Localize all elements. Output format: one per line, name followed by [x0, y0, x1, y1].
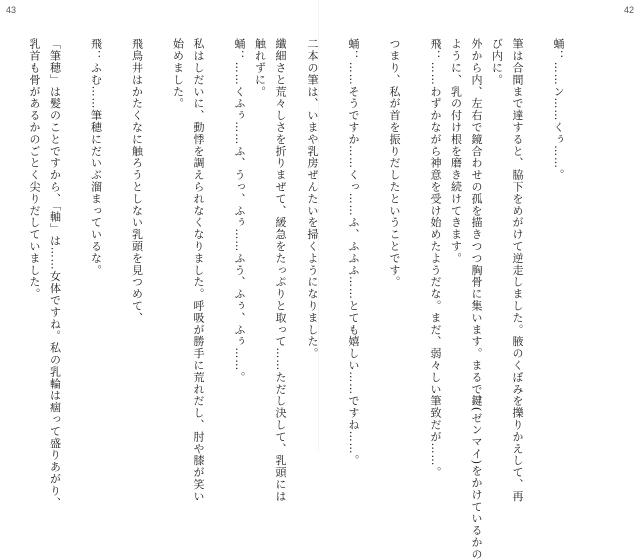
text-line: 始めました。 [171, 38, 185, 110]
text-line: ように、乳の付け根を磨き続けてきます。 [449, 38, 463, 265]
text-line: つまり、私が首を振りだしたということです。 [388, 38, 401, 288]
page-number-left: 43 [6, 5, 17, 15]
text-line: 触れずに。 [253, 38, 267, 98]
blank-line [65, 38, 86, 438]
text-line: 飛：……わずかながら神意を受け始めたようだな。まだ、弱々しい筆致だが……。 [429, 38, 442, 479]
blank-line [527, 38, 548, 438]
text-line: 蛹：……ン……くぅ……。 [552, 38, 565, 181]
right-page-text [306, 38, 568, 560]
blank-line [322, 38, 343, 438]
text-line: 外から内、左右で鏡合わせの孤を描きつつ胸骨に集います。まるで鍵(ゼンマイ)をかけているかの [470, 38, 483, 560]
text-line: び内に。 [490, 38, 504, 86]
text-line: 筆は合間まで達すると、脇下をめがけて逆走しました。腋のくぼみを擽りかえして、再 [511, 38, 524, 503]
page-number-right: 42 [623, 5, 634, 15]
text-line: 蛹：……くふぅ……ふ、うっ、ふぅ……ふう、ふぅ、ふぅ……。 [233, 38, 246, 384]
text-line: 乳首も骨があるかのごとく尖りだしていました。 [28, 38, 41, 300]
text-line: 二本の筆は、いまや乳房ぜんたいを掃くようになりました。 [306, 38, 319, 360]
text-line: 飛：ふむ……筆穂にだいぶ溜まっているな。 [89, 38, 103, 276]
text-line: 私はしだいに、動悸を調えられなくなりました。呼吸が勝手に荒れだし、肘や膝が笑い [192, 38, 205, 503]
blank-line [208, 38, 229, 438]
text-line: 「筆穂」は髪のことですから、「軸」は……女体ですね。私の乳輪は痼って盛りあがり、 [48, 38, 62, 509]
text-line: 纖細さと荒々しさを折りまぜて、緩急をたっぷりと取って……ただし決して、乳頭には [274, 38, 287, 503]
blank-line [106, 38, 127, 438]
text-line: 蛹：……そうですか……くっ……ふ、ふふふ……とても嬉しい……ですね……。 [347, 38, 360, 467]
blank-line [363, 38, 384, 438]
left-page-text [28, 38, 290, 509]
text-line: 飛鳥井はかたくなに触ろうとしない乳頭を見つめて、 [130, 38, 144, 324]
blank-line [404, 38, 425, 438]
blank-line [147, 38, 168, 438]
